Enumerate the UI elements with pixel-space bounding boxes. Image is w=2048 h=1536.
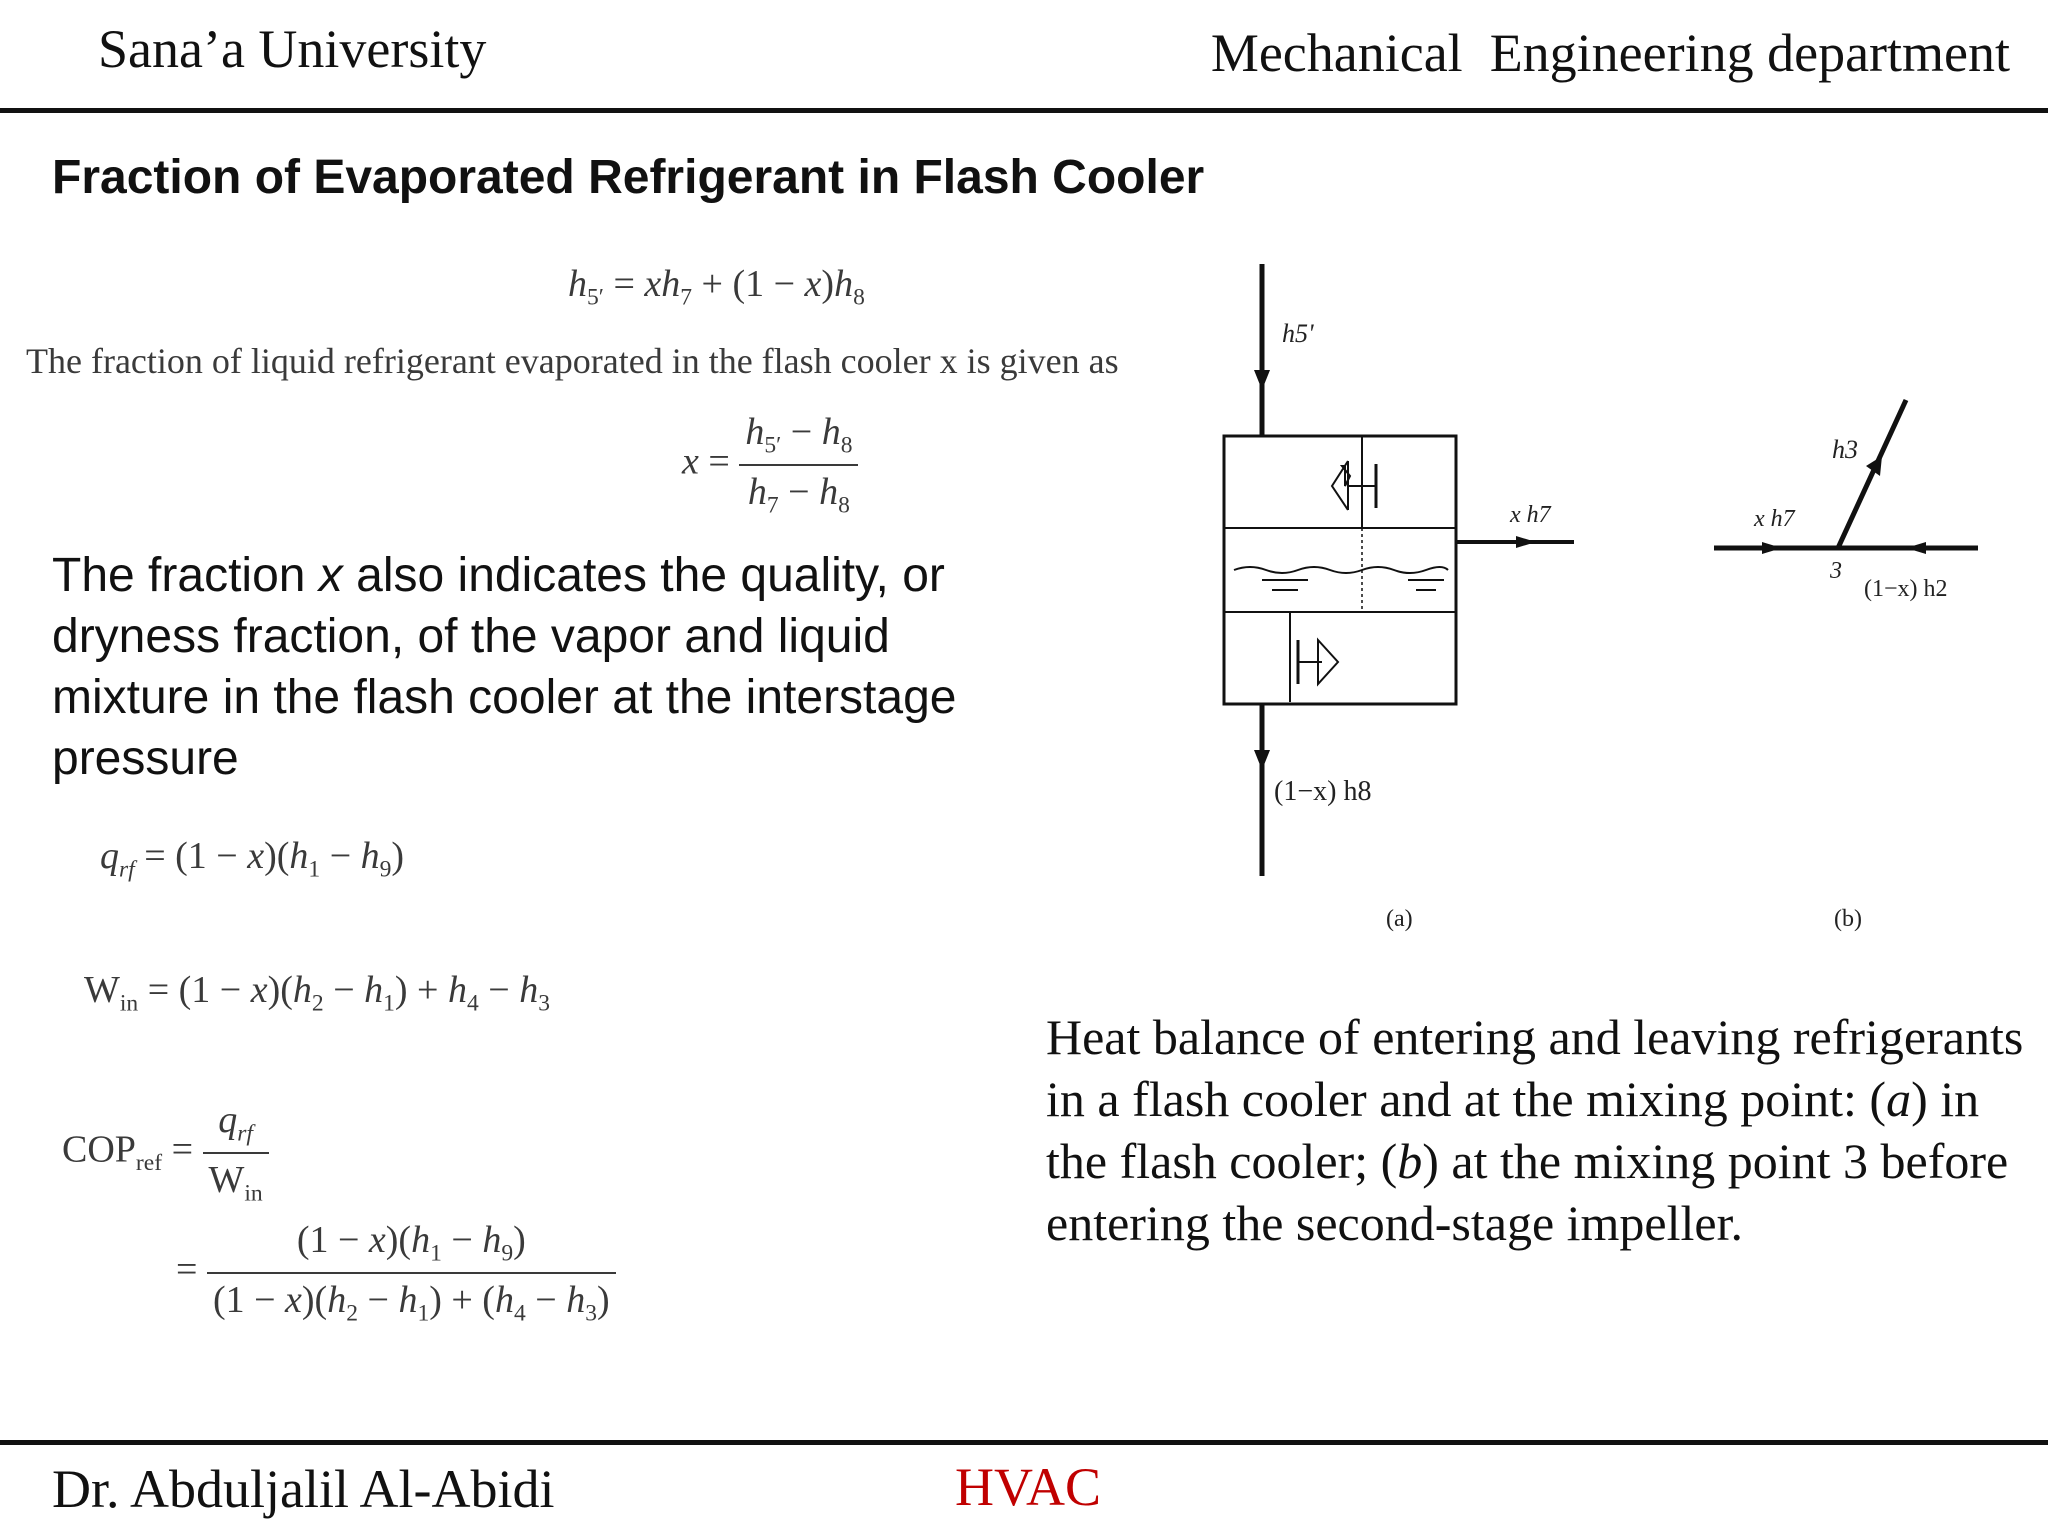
refrigeration-effect-equation: $q_{rf} = (1 - x)(h_1 - h_9)$ (100, 835, 405, 883)
label-1mx-h8: (1−x) h8 (1274, 776, 1372, 807)
work-input-equation: $W_{in} = (1 - x)(h_2 - h_1) + h_4 - h_3$ (84, 969, 550, 1017)
label-h5: h5' (1282, 319, 1314, 348)
label-xh7-a: x h7 (1510, 502, 1551, 528)
label-point-3: 3 (1830, 558, 1842, 584)
author-name: Dr. Abduljalil Al-Abidi (52, 1459, 555, 1519)
header-divider (0, 108, 2048, 113)
label-xh7-b: x h7 (1754, 506, 1795, 532)
cop-equation: $COP_{ref}$ = $\frac{q_{rf}}{W_{in}}$ (62, 1098, 269, 1207)
label-a: (a) (1386, 906, 1413, 932)
flash-cooler-diagram (1180, 250, 2000, 950)
figure-caption: Heat balance of entering and leaving refrigerants in a flash cooler and at the mixing point: (a) in the flash cooler; (b) at the mixing point 3 before entering the second-stage impeller. (1046, 1009, 2024, 1251)
course-name: HVAC (955, 1457, 1102, 1517)
label-b: (b) (1834, 906, 1862, 932)
label-h3: h3 (1832, 435, 1858, 464)
label-1mx-h2: (1−x) h2 (1864, 576, 1948, 602)
university-name: Sana’a University (98, 19, 487, 79)
quality-equation: x = $\frac{h_{5'} - h_8}{h_7 - h_8}$ (682, 410, 858, 519)
cop-expanded-equation: = $\frac{(1 - x)(h_1 - h_9)}{(1 - x)(h_2 - h_1) + (h_4 - h_3)}$ (176, 1218, 616, 1327)
department-name: Mechanical Engineering department (1210, 23, 2010, 83)
quality-description: The fraction x also indicates the quality, or dryness fraction, of the vapor and liquid mixture in the flash cooler at the interstage pressure (52, 549, 957, 785)
footer-divider (0, 1440, 2048, 1445)
slide-title: Fraction of Evaporated Refrigerant in Flash Cooler (52, 151, 1205, 204)
fraction-sentence: The fraction of liquid refrigerant evaporated in the flash cooler x is given as (26, 341, 1119, 381)
enthalpy-balance-equation: $h_{5'} = xh_7 + (1 - x)h_8$ (568, 263, 865, 311)
